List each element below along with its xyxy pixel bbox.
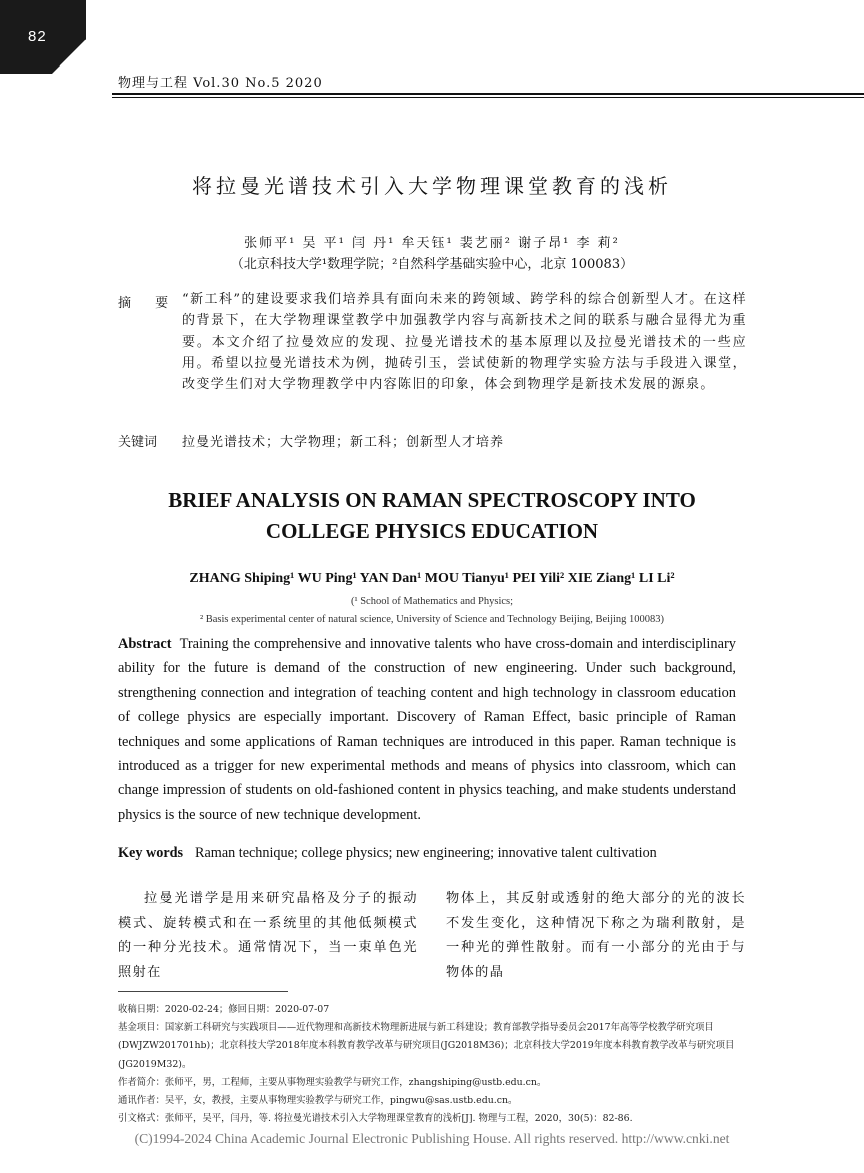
body-column-right: 物体上，其反射或透射的绝大部分的光的波长不发生变化，这种情况下称之为瑞利散射，是一种光的弹性散射。而有一小部分的光由于与物体的晶 [446,891,746,980]
chinese-keywords-label: 关键词 [118,435,158,450]
english-abstract-label: Abstract [118,636,172,652]
chinese-abstract-label: 摘 要 [118,296,179,311]
english-title [0,485,864,547]
copyright-watermark: (C)1994-2024 China Academic Journal Electronic Publishing House. All rights reserved. http://www.cnki.net [134,1131,730,1146]
english-title-line2: COLLEGE PHYSICS EDUCATION [265,519,599,543]
footnote-citation: 引文格式：张师平，吴平，闫丹，等. 将拉曼光谱技术引入大学物理课堂教育的浅析[J]. 物理与工程，2020，30(5)：82-86. [118,1113,633,1125]
footnote-author-intro: 作者简介：张师平，男，工程师，主要从事物理实验教学与研究工作，zhangshiping@ustb.edu.cn。 [118,1076,547,1088]
english-authors: ZHANG Shiping¹ WU Ping¹ YAN Dan¹ MOU Tianyu¹ PEI Yili² XIE Ziang¹ LI Li² [189,571,675,586]
header-rule-thin [112,97,864,98]
chinese-authors: 张师平¹ 吴 平¹ 闫 丹¹ 牟天钰¹ 裴艺丽² 谢子昂¹ 李 莉² [244,236,620,251]
english-affiliation-1: (¹ School of Mathematics and Physics; [350,596,514,607]
chinese-affiliation: （北京科技大学¹数理学院；²自然科学基础实验中心，北京 100083） [230,257,634,272]
journal-header: 物理与工程 Vol.30 No.5 2020 [118,76,323,91]
english-keywords-text: Raman technique; college physics; new engineering; innovative talent cultivation [195,845,657,861]
english-affiliation-2: ² Basis experimental center of natural science, University of Science and Technology Beijing, Beijing 100083) [199,614,665,625]
english-keywords [118,845,758,862]
page-number: 82 [28,28,47,45]
english-abstract [118,632,736,827]
footnote-received: 收稿日期：2020-02-24；修回日期：2020-07-07 [118,1004,330,1015]
chinese-keywords: 拉曼光谱技术；大学物理；新工科；创新型人才培养 [182,435,505,450]
english-title-line1: BRIEF ANALYSIS ON RAMAN SPECTROSCOPY INTO [168,488,696,512]
header-rule-thick [112,93,864,95]
footnotes [118,1001,758,1128]
footnote-rule [118,991,288,992]
english-abstract-text: Training the comprehensive and innovative talents who have cross-domain and interdisciplinary ability for the future is demand of the construction of new engineering. Under such background, strengthening connection and integration of teaching content and high technology in classroom education of college physics are especially important. Discovery of Raman Effect, basic principle of Raman techniques and some applications of Raman techniques are introduced in this paper. Raman technique is introduced as a trigger for new experimental methods and means of physics into classroom, which can change impression of students on old-fashioned content in physics teaching, and make students understand physics is the source of new technique development. [118,636,736,823]
footnote-funding: 基金项目：国家新工科研究与实践项目——近代物理和高新技术物理新进展与新工科建设；教育部教学指导委员会2017年高等学校教学研究项目(DWJZW201701hb)；北京科技大学2018年度本科教育教学改革与研究项目(JG2018M36)；北京科技大学2019年度本科教育教学改革与研究项目(JG2019M32)。 [118,1022,735,1070]
footnote-corresponding: 通讯作者：吴平，女，教授，主要从事物理实验教学与研究工作，pingwu@sas.ustb.edu.cn。 [118,1095,518,1107]
chinese-abstract: “新工科”的建设要求我们培养具有面向未来的跨领域、跨学科的综合创新型人才。在这样的背景下，在大学物理课堂教学中加强教学内容与高新技术之间的联系与融合显得尤为重要。本文介绍了拉曼效应的发现、拉曼光谱技术的基本原理以及拉曼光谱技术的一些应用。希望以拉曼光谱技术为例，抛砖引玉，尝试使新的物理学实验方法与手段进入课堂，改变学生们对大学物理教学中内容陈旧的印象，体会到物理学是新技术发展的源泉。 [182,292,747,393]
body-column-left: 拉曼光谱学是用来研究晶格及分子的振动模式、旋转模式和在一系统里的其他低频模式的一种分光技术。通常情况下，当一束单色光照射在 [118,891,418,980]
english-keywords-label: Key words [118,845,184,861]
chinese-title: 将拉曼光谱技术引入大学物理课堂教育的浅析 [192,174,672,198]
